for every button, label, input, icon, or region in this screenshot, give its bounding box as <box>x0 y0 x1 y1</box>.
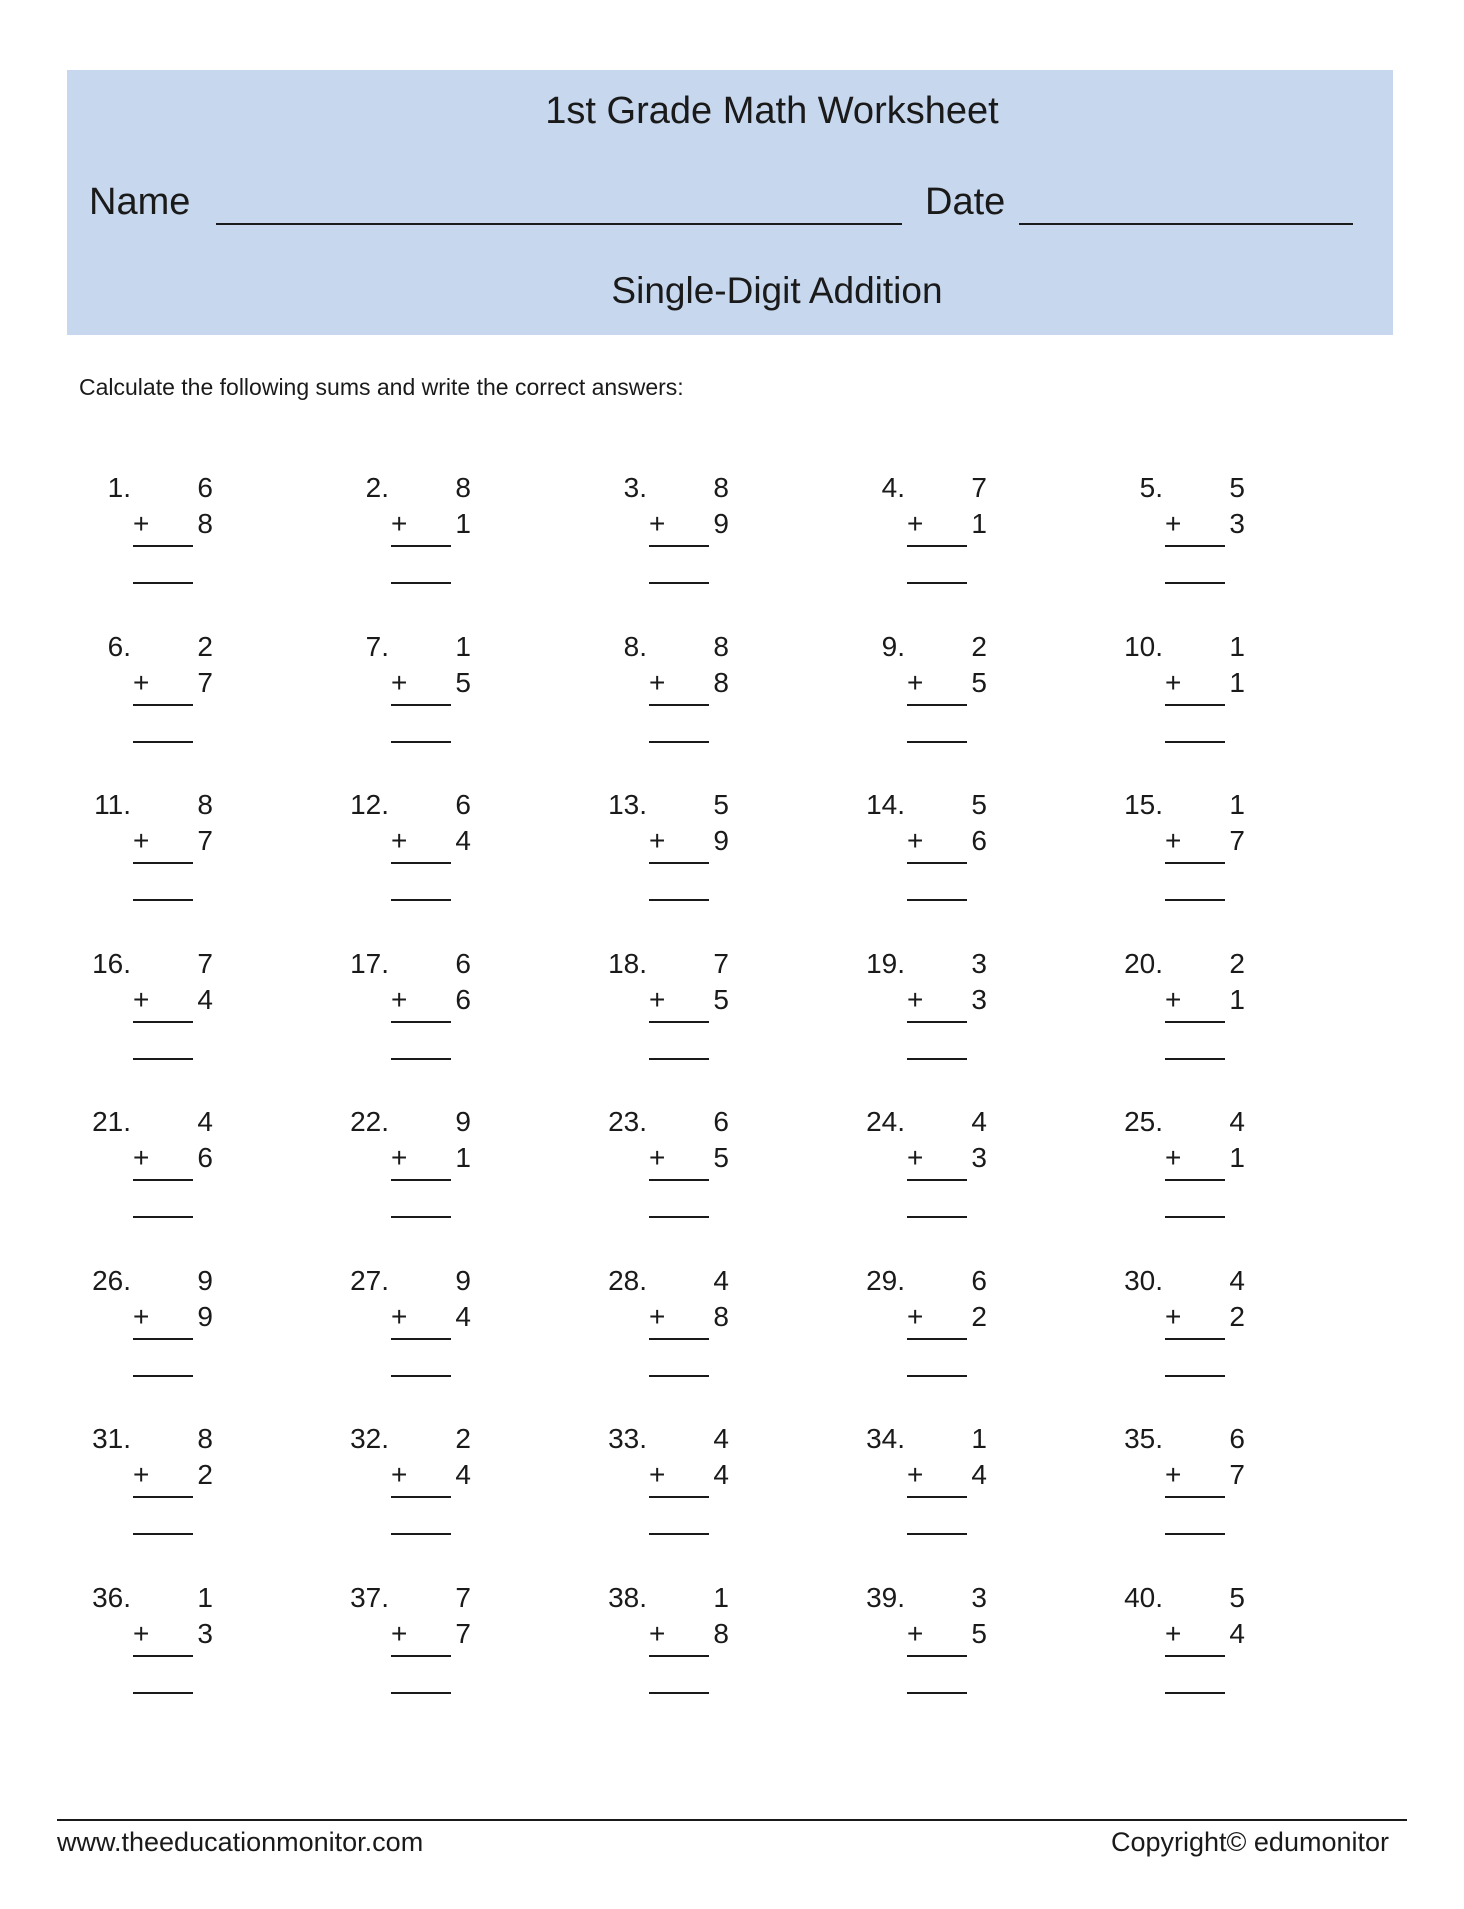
problem-number: 39. <box>866 1582 905 1613</box>
problem-top-addend: 5 <box>1229 1582 1245 1613</box>
problem-top-addend: 2 <box>1229 948 1245 979</box>
answer-blank-line[interactable] <box>1165 1216 1225 1218</box>
plus-sign: + <box>133 1142 150 1173</box>
worksheet-subtitle: Single-Digit Addition <box>611 270 943 311</box>
sum-rule <box>1165 1179 1225 1181</box>
problem-top-addend: 6 <box>971 1265 987 1296</box>
problem-37 <box>321 1582 481 1722</box>
sum-rule <box>1165 862 1225 864</box>
plus-sign: + <box>1165 1459 1182 1490</box>
problem-9 <box>837 631 997 771</box>
problem-35 <box>1095 1423 1255 1563</box>
plus-sign: + <box>391 984 408 1015</box>
sum-rule <box>649 1179 709 1181</box>
sum-rule <box>907 862 967 864</box>
sum-rule <box>133 1655 193 1657</box>
problem-bottom-addend: 1 <box>1229 667 1245 698</box>
sum-rule <box>907 1496 967 1498</box>
plus-sign: + <box>649 1301 666 1332</box>
problem-number: 7. <box>365 631 389 662</box>
sum-rule <box>133 862 193 864</box>
problem-6 <box>63 631 223 771</box>
problem-number: 30. <box>1124 1265 1163 1296</box>
answer-blank-line[interactable] <box>133 582 193 584</box>
answer-blank-line[interactable] <box>1165 741 1225 743</box>
plus-sign: + <box>1165 667 1182 698</box>
problem-top-addend: 2 <box>197 631 213 662</box>
problem-number: 4. <box>881 472 905 503</box>
answer-blank-line[interactable] <box>133 899 193 901</box>
problem-bottom-addend: 5 <box>713 1142 729 1173</box>
answer-blank-line[interactable] <box>649 899 709 901</box>
answer-blank-line[interactable] <box>1165 1533 1225 1535</box>
problem-top-addend: 9 <box>455 1265 471 1296</box>
plus-sign: + <box>391 508 408 539</box>
problem-top-addend: 1 <box>197 1582 213 1613</box>
problem-22 <box>321 1106 481 1246</box>
problem-top-addend: 4 <box>713 1423 729 1454</box>
problem-top-addend: 9 <box>455 1106 471 1137</box>
problem-38 <box>579 1582 739 1722</box>
problem-bottom-addend: 5 <box>971 667 987 698</box>
problem-33 <box>579 1423 739 1563</box>
problem-3 <box>579 472 739 612</box>
plus-sign: + <box>1165 1301 1182 1332</box>
sum-rule <box>1165 1655 1225 1657</box>
sum-rule <box>649 1655 709 1657</box>
sum-rule <box>1165 704 1225 706</box>
answer-blank-line[interactable] <box>391 1058 451 1060</box>
instructions: Calculate the following sums and write the correct answers: <box>79 374 684 400</box>
sum-rule <box>907 704 967 706</box>
sum-rule <box>907 545 967 547</box>
problem-top-addend: 6 <box>455 789 471 820</box>
problem-40 <box>1095 1582 1255 1722</box>
problem-bottom-addend: 4 <box>713 1459 729 1490</box>
worksheet-title: 1st Grade Math Worksheet <box>545 90 999 132</box>
problem-bottom-addend: 6 <box>971 825 987 856</box>
plus-sign: + <box>391 1459 408 1490</box>
sum-rule <box>649 704 709 706</box>
plus-sign: + <box>649 1142 666 1173</box>
answer-blank-line[interactable] <box>649 1692 709 1694</box>
problem-13 <box>579 789 739 929</box>
problem-bottom-addend: 7 <box>1229 825 1245 856</box>
plus-sign: + <box>391 825 408 856</box>
plus-sign: + <box>907 1301 924 1332</box>
problem-bottom-addend: 2 <box>971 1301 987 1332</box>
plus-sign: + <box>1165 1142 1182 1173</box>
plus-sign: + <box>907 984 924 1015</box>
problem-bottom-addend: 2 <box>1229 1301 1245 1332</box>
plus-sign: + <box>1165 508 1182 539</box>
sum-rule <box>649 545 709 547</box>
problem-2 <box>321 472 481 612</box>
problem-top-addend: 7 <box>197 948 213 979</box>
sum-rule <box>133 1496 193 1498</box>
problem-bottom-addend: 1 <box>971 508 987 539</box>
footer-copyright: Copyright© edumonitor <box>1110 1827 1389 1857</box>
problem-bottom-addend: 6 <box>197 1142 213 1173</box>
problem-bottom-addend: 4 <box>455 1301 471 1332</box>
answer-blank-line[interactable] <box>907 1692 967 1694</box>
problem-1 <box>63 472 223 612</box>
sum-rule <box>907 1179 967 1181</box>
problem-10 <box>1095 631 1255 771</box>
problem-top-addend: 4 <box>971 1106 987 1137</box>
problem-bottom-addend: 7 <box>197 667 213 698</box>
problem-bottom-addend: 5 <box>971 1618 987 1649</box>
problem-top-addend: 7 <box>971 472 987 503</box>
problem-bottom-addend: 3 <box>971 984 987 1015</box>
sum-rule <box>907 1338 967 1340</box>
sum-rule <box>391 545 451 547</box>
plus-sign: + <box>133 1618 150 1649</box>
plus-sign: + <box>1165 1618 1182 1649</box>
answer-blank-line[interactable] <box>907 1375 967 1377</box>
sum-rule <box>649 1021 709 1023</box>
answer-blank-line[interactable] <box>907 582 967 584</box>
problem-number: 1. <box>107 472 131 503</box>
problem-number: 37. <box>350 1582 389 1613</box>
problem-bottom-addend: 3 <box>197 1618 213 1649</box>
plus-sign: + <box>391 667 408 698</box>
sum-rule <box>391 1655 451 1657</box>
problem-25 <box>1095 1106 1255 1246</box>
problem-top-addend: 5 <box>713 789 729 820</box>
sum-rule <box>1165 545 1225 547</box>
problem-bottom-addend: 5 <box>713 984 729 1015</box>
problem-bottom-addend: 4 <box>971 1459 987 1490</box>
problem-number: 6. <box>107 631 131 662</box>
problem-11 <box>63 789 223 929</box>
sum-rule <box>391 1496 451 1498</box>
problem-top-addend: 1 <box>713 1582 729 1613</box>
problem-number: 33. <box>608 1423 647 1454</box>
problem-bottom-addend: 9 <box>713 825 729 856</box>
problem-number: 8. <box>623 631 647 662</box>
problem-number: 24. <box>866 1106 905 1137</box>
answer-blank-line[interactable] <box>1165 1058 1225 1060</box>
problem-top-addend: 8 <box>455 472 471 503</box>
answer-blank-line[interactable] <box>649 1375 709 1377</box>
problem-bottom-addend: 7 <box>1229 1459 1245 1490</box>
answer-blank-line[interactable] <box>907 1533 967 1535</box>
sum-rule <box>907 1655 967 1657</box>
problem-bottom-addend: 4 <box>455 1459 471 1490</box>
problem-number: 35. <box>1124 1423 1163 1454</box>
footer-divider <box>57 1819 1407 1821</box>
problem-bottom-addend: 4 <box>455 825 471 856</box>
problem-top-addend: 4 <box>197 1106 213 1137</box>
problem-number: 14. <box>866 789 905 820</box>
problem-24 <box>837 1106 997 1246</box>
footer-website: www.theeducationmonitor.com <box>57 1827 424 1857</box>
problem-number: 10. <box>1124 631 1163 662</box>
sum-rule <box>391 1179 451 1181</box>
date-label: Date <box>925 181 1006 223</box>
sum-rule <box>1165 1021 1225 1023</box>
problem-31 <box>63 1423 223 1563</box>
problem-top-addend: 5 <box>1229 472 1245 503</box>
answer-blank-line[interactable] <box>907 899 967 901</box>
name-label: Name <box>89 181 191 223</box>
problem-number: 31. <box>92 1423 131 1454</box>
answer-blank-line[interactable] <box>133 1058 193 1060</box>
problem-top-addend: 5 <box>971 789 987 820</box>
sum-rule <box>133 545 193 547</box>
problem-top-addend: 6 <box>1229 1423 1245 1454</box>
problem-21 <box>63 1106 223 1246</box>
problem-12 <box>321 789 481 929</box>
problem-number: 21. <box>92 1106 131 1137</box>
problem-top-addend: 4 <box>1229 1106 1245 1137</box>
plus-sign: + <box>133 667 150 698</box>
problem-bottom-addend: 5 <box>455 667 471 698</box>
problem-32 <box>321 1423 481 1563</box>
problem-bottom-addend: 4 <box>197 984 213 1015</box>
answer-blank-line[interactable] <box>391 582 451 584</box>
plus-sign: + <box>649 1459 666 1490</box>
problem-bottom-addend: 8 <box>713 1301 729 1332</box>
problem-top-addend: 3 <box>971 1582 987 1613</box>
sum-rule <box>133 1179 193 1181</box>
sum-rule <box>133 704 193 706</box>
problem-bottom-addend: 1 <box>1229 1142 1245 1173</box>
problem-top-addend: 1 <box>455 631 471 662</box>
problem-top-addend: 8 <box>197 1423 213 1454</box>
problem-26 <box>63 1265 223 1405</box>
answer-blank-line[interactable] <box>133 1533 193 1535</box>
problem-19 <box>837 948 997 1088</box>
sum-rule <box>391 704 451 706</box>
problem-number: 34. <box>866 1423 905 1454</box>
answer-blank-line[interactable] <box>391 1533 451 1535</box>
problem-bottom-addend: 8 <box>197 508 213 539</box>
problem-39 <box>837 1582 997 1722</box>
problem-top-addend: 7 <box>455 1582 471 1613</box>
answer-blank-line[interactable] <box>1165 582 1225 584</box>
problem-number: 17. <box>350 948 389 979</box>
plus-sign: + <box>907 825 924 856</box>
answer-blank-line[interactable] <box>1165 899 1225 901</box>
answer-blank-line[interactable] <box>1165 1375 1225 1377</box>
problem-bottom-addend: 4 <box>1229 1618 1245 1649</box>
problem-number: 27. <box>350 1265 389 1296</box>
problem-4 <box>837 472 997 612</box>
problem-bottom-addend: 2 <box>197 1459 213 1490</box>
answer-blank-line[interactable] <box>649 741 709 743</box>
answer-blank-line[interactable] <box>391 899 451 901</box>
problem-top-addend: 2 <box>455 1423 471 1454</box>
plus-sign: + <box>649 508 666 539</box>
problem-top-addend: 8 <box>713 631 729 662</box>
problem-top-addend: 9 <box>197 1265 213 1296</box>
plus-sign: + <box>907 1142 924 1173</box>
problem-bottom-addend: 3 <box>971 1142 987 1173</box>
problem-bottom-addend: 1 <box>455 508 471 539</box>
plus-sign: + <box>1165 825 1182 856</box>
plus-sign: + <box>133 1301 150 1332</box>
problem-number: 29. <box>866 1265 905 1296</box>
answer-blank-line[interactable] <box>649 582 709 584</box>
problem-8 <box>579 631 739 771</box>
problem-number: 25. <box>1124 1106 1163 1137</box>
answer-blank-line[interactable] <box>907 1058 967 1060</box>
problem-top-addend: 1 <box>1229 631 1245 662</box>
problem-bottom-addend: 9 <box>713 508 729 539</box>
answer-blank-line[interactable] <box>133 1692 193 1694</box>
problem-number: 2. <box>365 472 389 503</box>
plus-sign: + <box>649 1618 666 1649</box>
sum-rule <box>907 1021 967 1023</box>
answer-blank-line[interactable] <box>907 1216 967 1218</box>
problem-17 <box>321 948 481 1088</box>
problem-bottom-addend: 1 <box>455 1142 471 1173</box>
problem-number: 13. <box>608 789 647 820</box>
answer-blank-line[interactable] <box>133 1216 193 1218</box>
problem-top-addend: 8 <box>713 472 729 503</box>
plus-sign: + <box>1165 984 1182 1015</box>
problem-7 <box>321 631 481 771</box>
plus-sign: + <box>133 984 150 1015</box>
answer-blank-line[interactable] <box>391 1216 451 1218</box>
sum-rule <box>133 1021 193 1023</box>
problem-top-addend: 4 <box>1229 1265 1245 1296</box>
plus-sign: + <box>907 667 924 698</box>
answer-blank-line[interactable] <box>907 741 967 743</box>
problem-top-addend: 4 <box>713 1265 729 1296</box>
plus-sign: + <box>133 1459 150 1490</box>
problem-top-addend: 6 <box>197 472 213 503</box>
problem-18 <box>579 948 739 1088</box>
problem-number: 23. <box>608 1106 647 1137</box>
plus-sign: + <box>649 825 666 856</box>
problem-number: 15. <box>1124 789 1163 820</box>
problem-number: 19. <box>866 948 905 979</box>
problem-14 <box>837 789 997 929</box>
problem-29 <box>837 1265 997 1405</box>
plus-sign: + <box>649 984 666 1015</box>
sum-rule <box>649 1496 709 1498</box>
plus-sign: + <box>649 667 666 698</box>
problem-5 <box>1095 472 1255 612</box>
problem-bottom-addend: 8 <box>713 667 729 698</box>
plus-sign: + <box>391 1301 408 1332</box>
problem-number: 20. <box>1124 948 1163 979</box>
answer-blank-line[interactable] <box>391 1692 451 1694</box>
answer-blank-line[interactable] <box>391 741 451 743</box>
problem-20 <box>1095 948 1255 1088</box>
problem-number: 26. <box>92 1265 131 1296</box>
problem-number: 9. <box>881 631 905 662</box>
answer-blank-line[interactable] <box>133 741 193 743</box>
problem-top-addend: 1 <box>971 1423 987 1454</box>
sum-rule <box>1165 1338 1225 1340</box>
problem-30 <box>1095 1265 1255 1405</box>
plus-sign: + <box>133 825 150 856</box>
problem-number: 28. <box>608 1265 647 1296</box>
problem-bottom-addend: 7 <box>197 825 213 856</box>
plus-sign: + <box>907 1459 924 1490</box>
problem-top-addend: 3 <box>971 948 987 979</box>
problem-bottom-addend: 8 <box>713 1618 729 1649</box>
problem-27 <box>321 1265 481 1405</box>
problem-number: 32. <box>350 1423 389 1454</box>
problem-top-addend: 7 <box>713 948 729 979</box>
problem-top-addend: 8 <box>197 789 213 820</box>
sum-rule <box>391 1338 451 1340</box>
problem-number: 38. <box>608 1582 647 1613</box>
problem-28 <box>579 1265 739 1405</box>
answer-blank-line[interactable] <box>133 1375 193 1377</box>
problem-bottom-addend: 7 <box>455 1618 471 1649</box>
problem-bottom-addend: 9 <box>197 1301 213 1332</box>
sum-rule <box>391 1021 451 1023</box>
problem-23 <box>579 1106 739 1246</box>
answer-blank-line[interactable] <box>649 1058 709 1060</box>
problem-number: 5. <box>1139 472 1163 503</box>
answer-blank-line[interactable] <box>649 1533 709 1535</box>
problem-number: 11. <box>94 789 131 820</box>
problem-15 <box>1095 789 1255 929</box>
sum-rule <box>649 1338 709 1340</box>
problem-16 <box>63 948 223 1088</box>
problem-top-addend: 2 <box>971 631 987 662</box>
problem-bottom-addend: 6 <box>455 984 471 1015</box>
sum-rule <box>1165 1496 1225 1498</box>
sum-rule <box>133 1338 193 1340</box>
plus-sign: + <box>391 1142 408 1173</box>
plus-sign: + <box>391 1618 408 1649</box>
problem-34 <box>837 1423 997 1563</box>
answer-blank-line[interactable] <box>1165 1692 1225 1694</box>
problem-number: 40. <box>1124 1582 1163 1613</box>
sum-rule <box>649 862 709 864</box>
answer-blank-line[interactable] <box>391 1375 451 1377</box>
problem-36 <box>63 1582 223 1722</box>
answer-blank-line[interactable] <box>649 1216 709 1218</box>
plus-sign: + <box>907 508 924 539</box>
problem-top-addend: 6 <box>455 948 471 979</box>
problem-number: 22. <box>350 1106 389 1137</box>
problem-number: 16. <box>92 948 131 979</box>
problem-top-addend: 6 <box>713 1106 729 1137</box>
problem-top-addend: 1 <box>1229 789 1245 820</box>
problem-number: 3. <box>623 472 647 503</box>
problem-bottom-addend: 3 <box>1229 508 1245 539</box>
problem-number: 36. <box>92 1582 131 1613</box>
sum-rule <box>391 862 451 864</box>
problem-number: 12. <box>350 789 389 820</box>
plus-sign: + <box>133 508 150 539</box>
plus-sign: + <box>907 1618 924 1649</box>
problem-number: 18. <box>608 948 647 979</box>
problem-bottom-addend: 1 <box>1229 984 1245 1015</box>
